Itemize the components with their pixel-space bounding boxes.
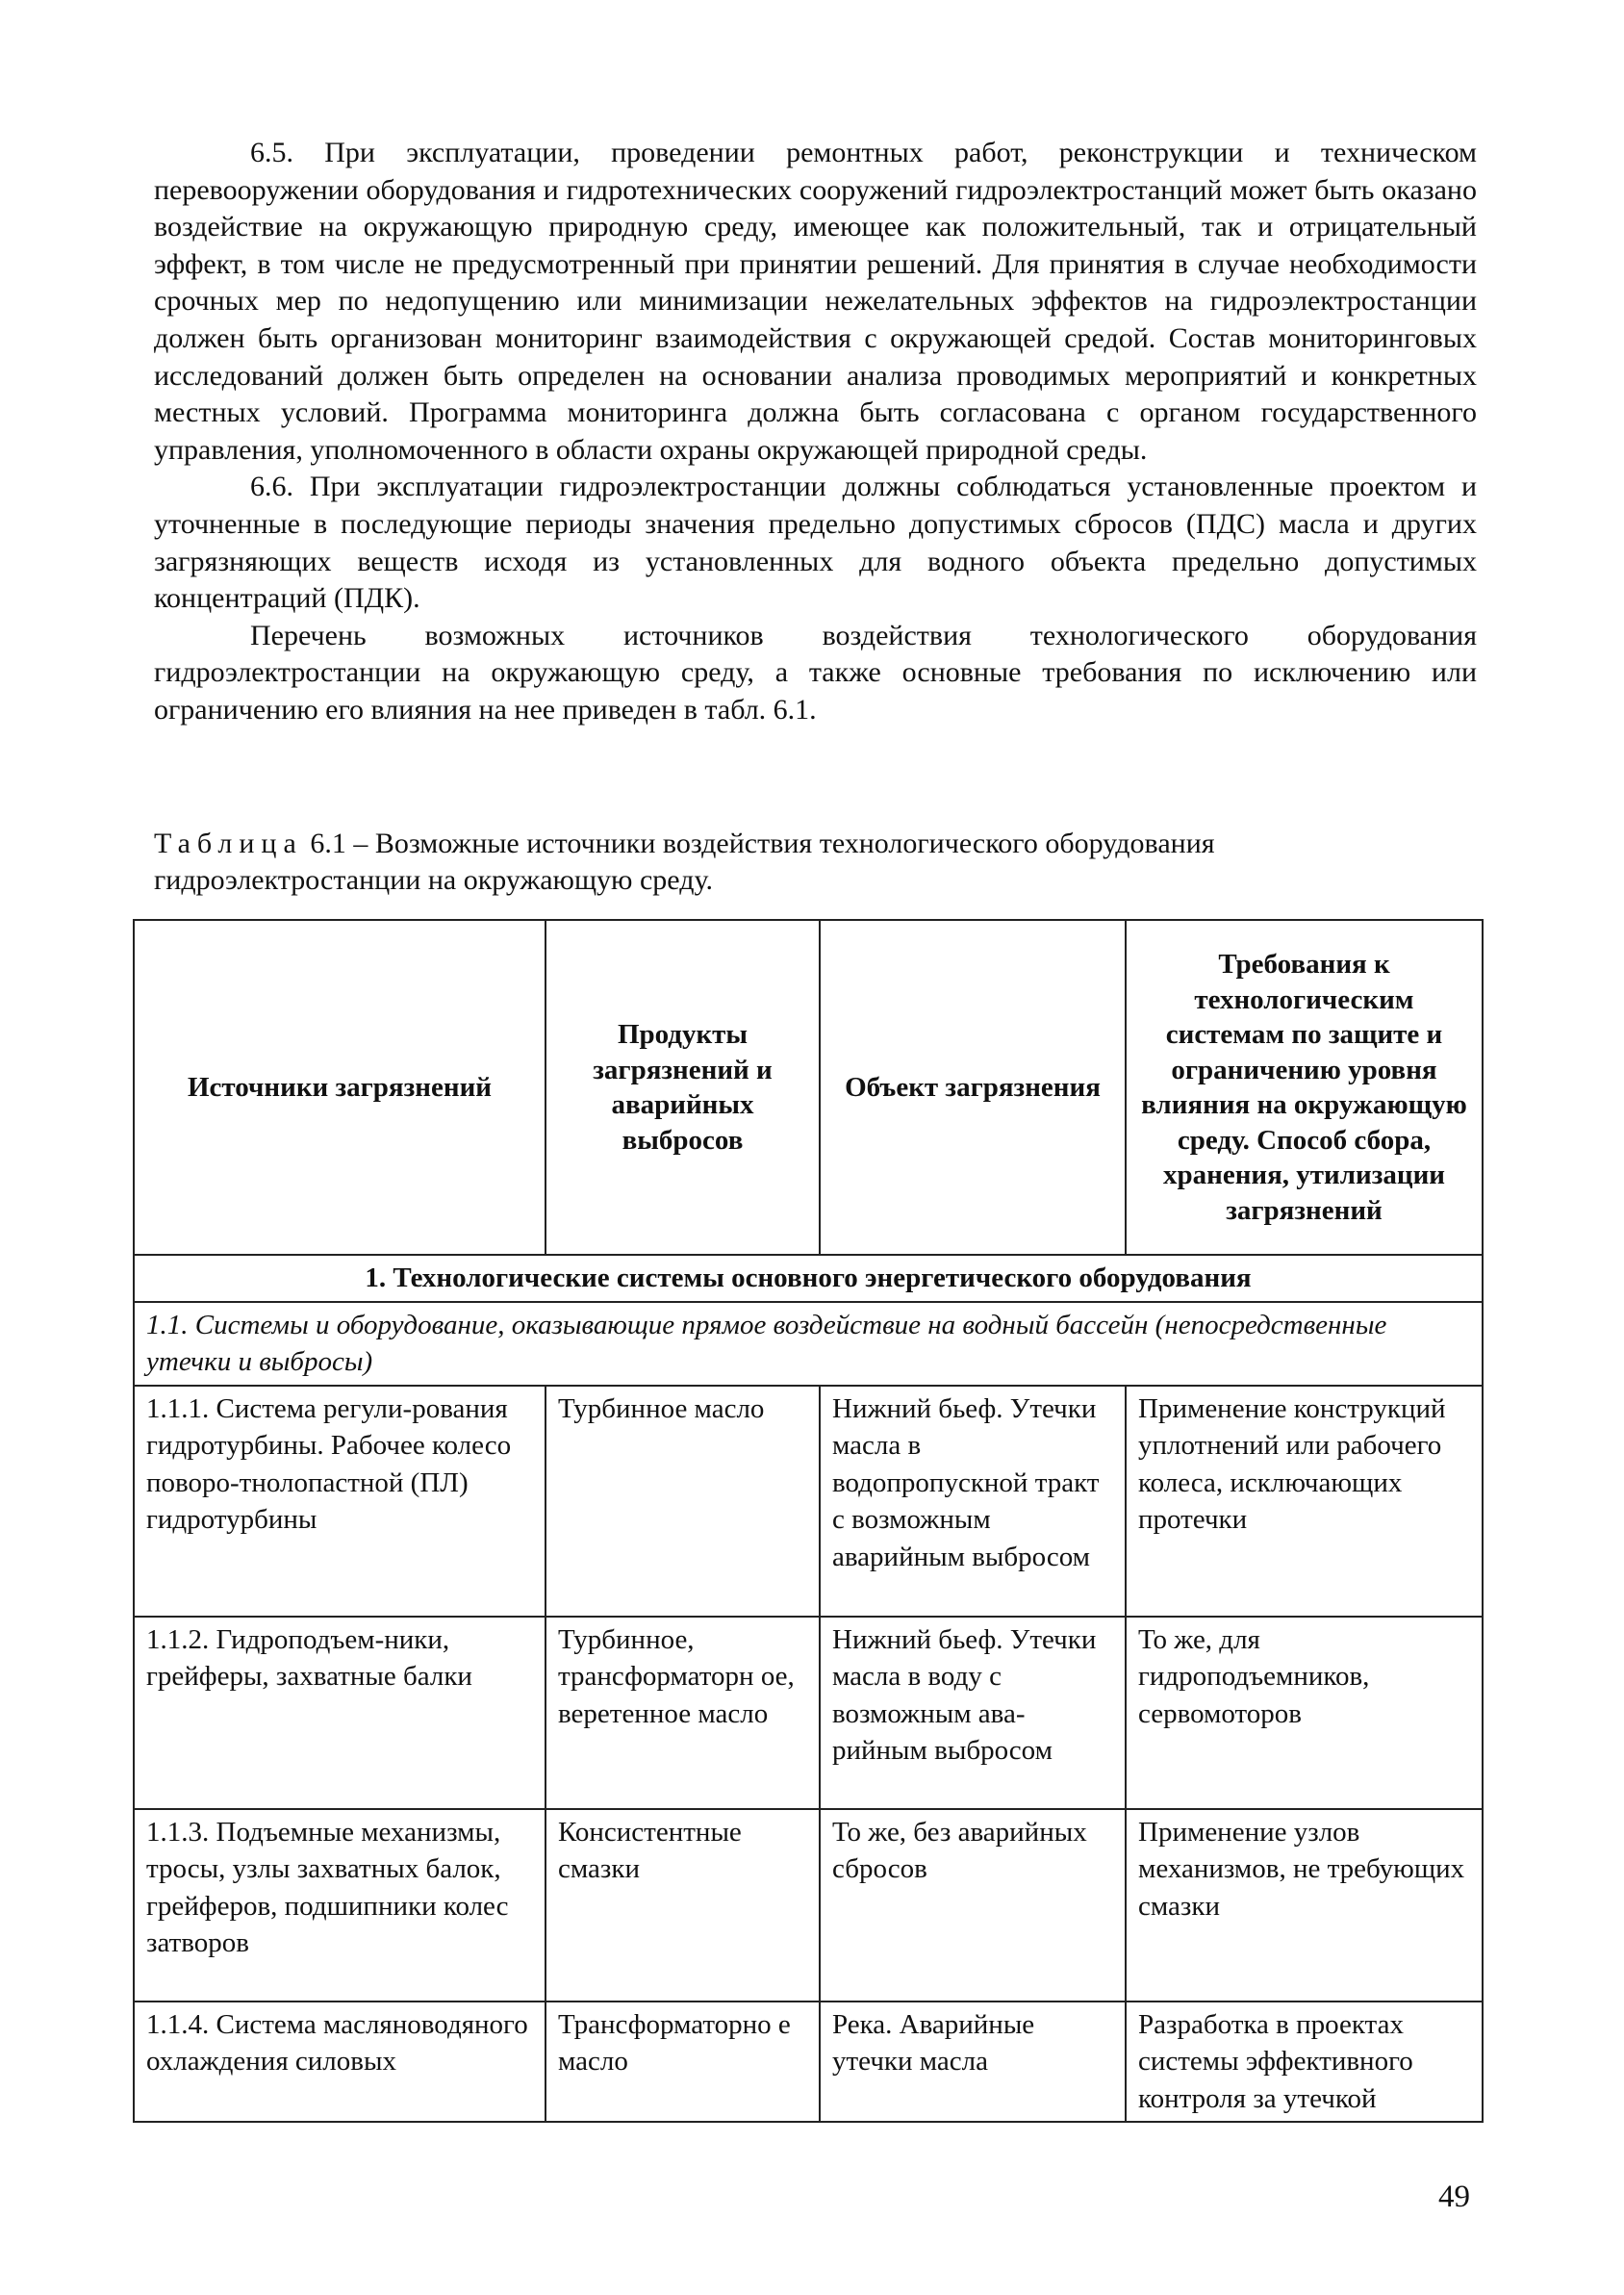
pollution-sources-table [133, 919, 1484, 2123]
header-requirements: Требования к технологическим системам по защите и ограничению уровня влияния на окружающую среду. Способ сбора, хранения, утилизации загрязнений [1126, 920, 1483, 1255]
table-header-row [134, 920, 1483, 1255]
table-cell: Применение узлов механизмов, не требующих смазки [1126, 1809, 1483, 2002]
table-cell: Применение конструкций уплотнений или рабочего колеса, исключающих протечки [1126, 1386, 1483, 1617]
body-text [154, 135, 1477, 729]
caption-label: Таблица [154, 828, 303, 859]
paragraph-6-6: 6.6. При эксплуатации гидроэлектростанции должны соблюдаться установленные проектом и уточненные в последующие периоды значения предельно допустимых сбросов (ПДС) масла и других загрязняющих веществ исходя из установленных для водного объекта предельно допустимых концентраций (ПДК). [154, 471, 1477, 615]
table-cell: 1.1.1. Система регули-рования гидротурбины. Рабочее колесо поворо-тнолопастной (ПЛ) гидротурбины [134, 1386, 546, 1617]
table-cell: Турбинное масло [546, 1386, 820, 1617]
table-cell: Река. Аварийные утечки масла [820, 2002, 1126, 2123]
table-cell: 1.1.4. Система масляноводяного охлаждения силовых [134, 2002, 546, 2123]
table-row [134, 1809, 1483, 2002]
caption-text: 6.1 – Возможные источники воздействия технологического оборудования гидроэлектростанции на окружающую среду. [154, 828, 1215, 896]
table-row [134, 2002, 1483, 2123]
table-cell: 1.1.3. Подъемные механизмы, тросы, узлы захватных балок, грейферов, подшипники колес затворов [134, 1809, 546, 2002]
paragraph-6-5: 6.5. При эксплуатации, проведении ремонтных работ, реконструкции и техническом перевооружении оборудования и гидротехнических сооружений гидроэлектростанций может быть оказано воздействие на окружающую природную среду, имеющее как положительный, так и отрицательный эффект, в том числе не предусмотренный при принятии решений. Для принятия в случае необходимости срочных мер по недопущению или минимизации нежелательных эффектов на гидроэлектростанции должен быть организован мониторинг взаимодействия с окружающей средой. Состав мониторинговых исследований должен быть определен на основании анализа проводимых мероприятий и конкретных местных условий. Программа мониторинга должна быть согласована с органом государственного управления, уполномоченного в области охраны окружающей природной среды. [154, 137, 1477, 466]
subsection-title: 1.1. Системы и оборудование, оказывающие прямое воздействие на водный бассейн (непосредственные утечки и выбросы) [134, 1302, 1483, 1386]
table-cell: 1.1.2. Гидроподъем-ники, грейферы, захватные балки [134, 1617, 546, 1809]
table-row [134, 1386, 1483, 1617]
table-caption [154, 826, 1482, 899]
header-sources: Источники загрязнений [134, 920, 546, 1255]
table-section-row [134, 1255, 1483, 1302]
page-number: 49 [1438, 2180, 1470, 2214]
table-cell: Турбинное, трансформаторн ое, веретенное масло [546, 1617, 820, 1809]
table-cell: Нижний бьеф. Утечки масла в водопропускной тракт с возможным аварийным выбросом [820, 1386, 1126, 1617]
table-row [134, 1617, 1483, 1809]
header-object: Объект загрязнения [820, 920, 1126, 1255]
table-cell: То же, для гидроподъемников, сервомоторов [1126, 1617, 1483, 1809]
table-cell: Нижний бьеф. Утечки масла в воду с возможным ава-рийным выбросом [820, 1617, 1126, 1809]
table-cell: Разработка в проектах системы эффективного контроля за утечкой [1126, 2002, 1483, 2123]
section-title: 1. Технологические системы основного энергетического оборудования [134, 1255, 1483, 1302]
table-subsection-row [134, 1302, 1483, 1386]
table-cell: Трансформаторно е масло [546, 2002, 820, 2123]
paragraph-list: Перечень возможных источников воздействия технологического оборудования гидроэлектростанции на окружающую среду, а также основные требования по исключению или ограничению его влияния на нее приведен в табл. 6.1. [154, 619, 1477, 726]
table-cell: То же, без аварийных сбросов [820, 1809, 1126, 2002]
table-cell: Консистентные смазки [546, 1809, 820, 2002]
header-products: Продукты загрязнений и аварийных выбросов [546, 920, 820, 1255]
